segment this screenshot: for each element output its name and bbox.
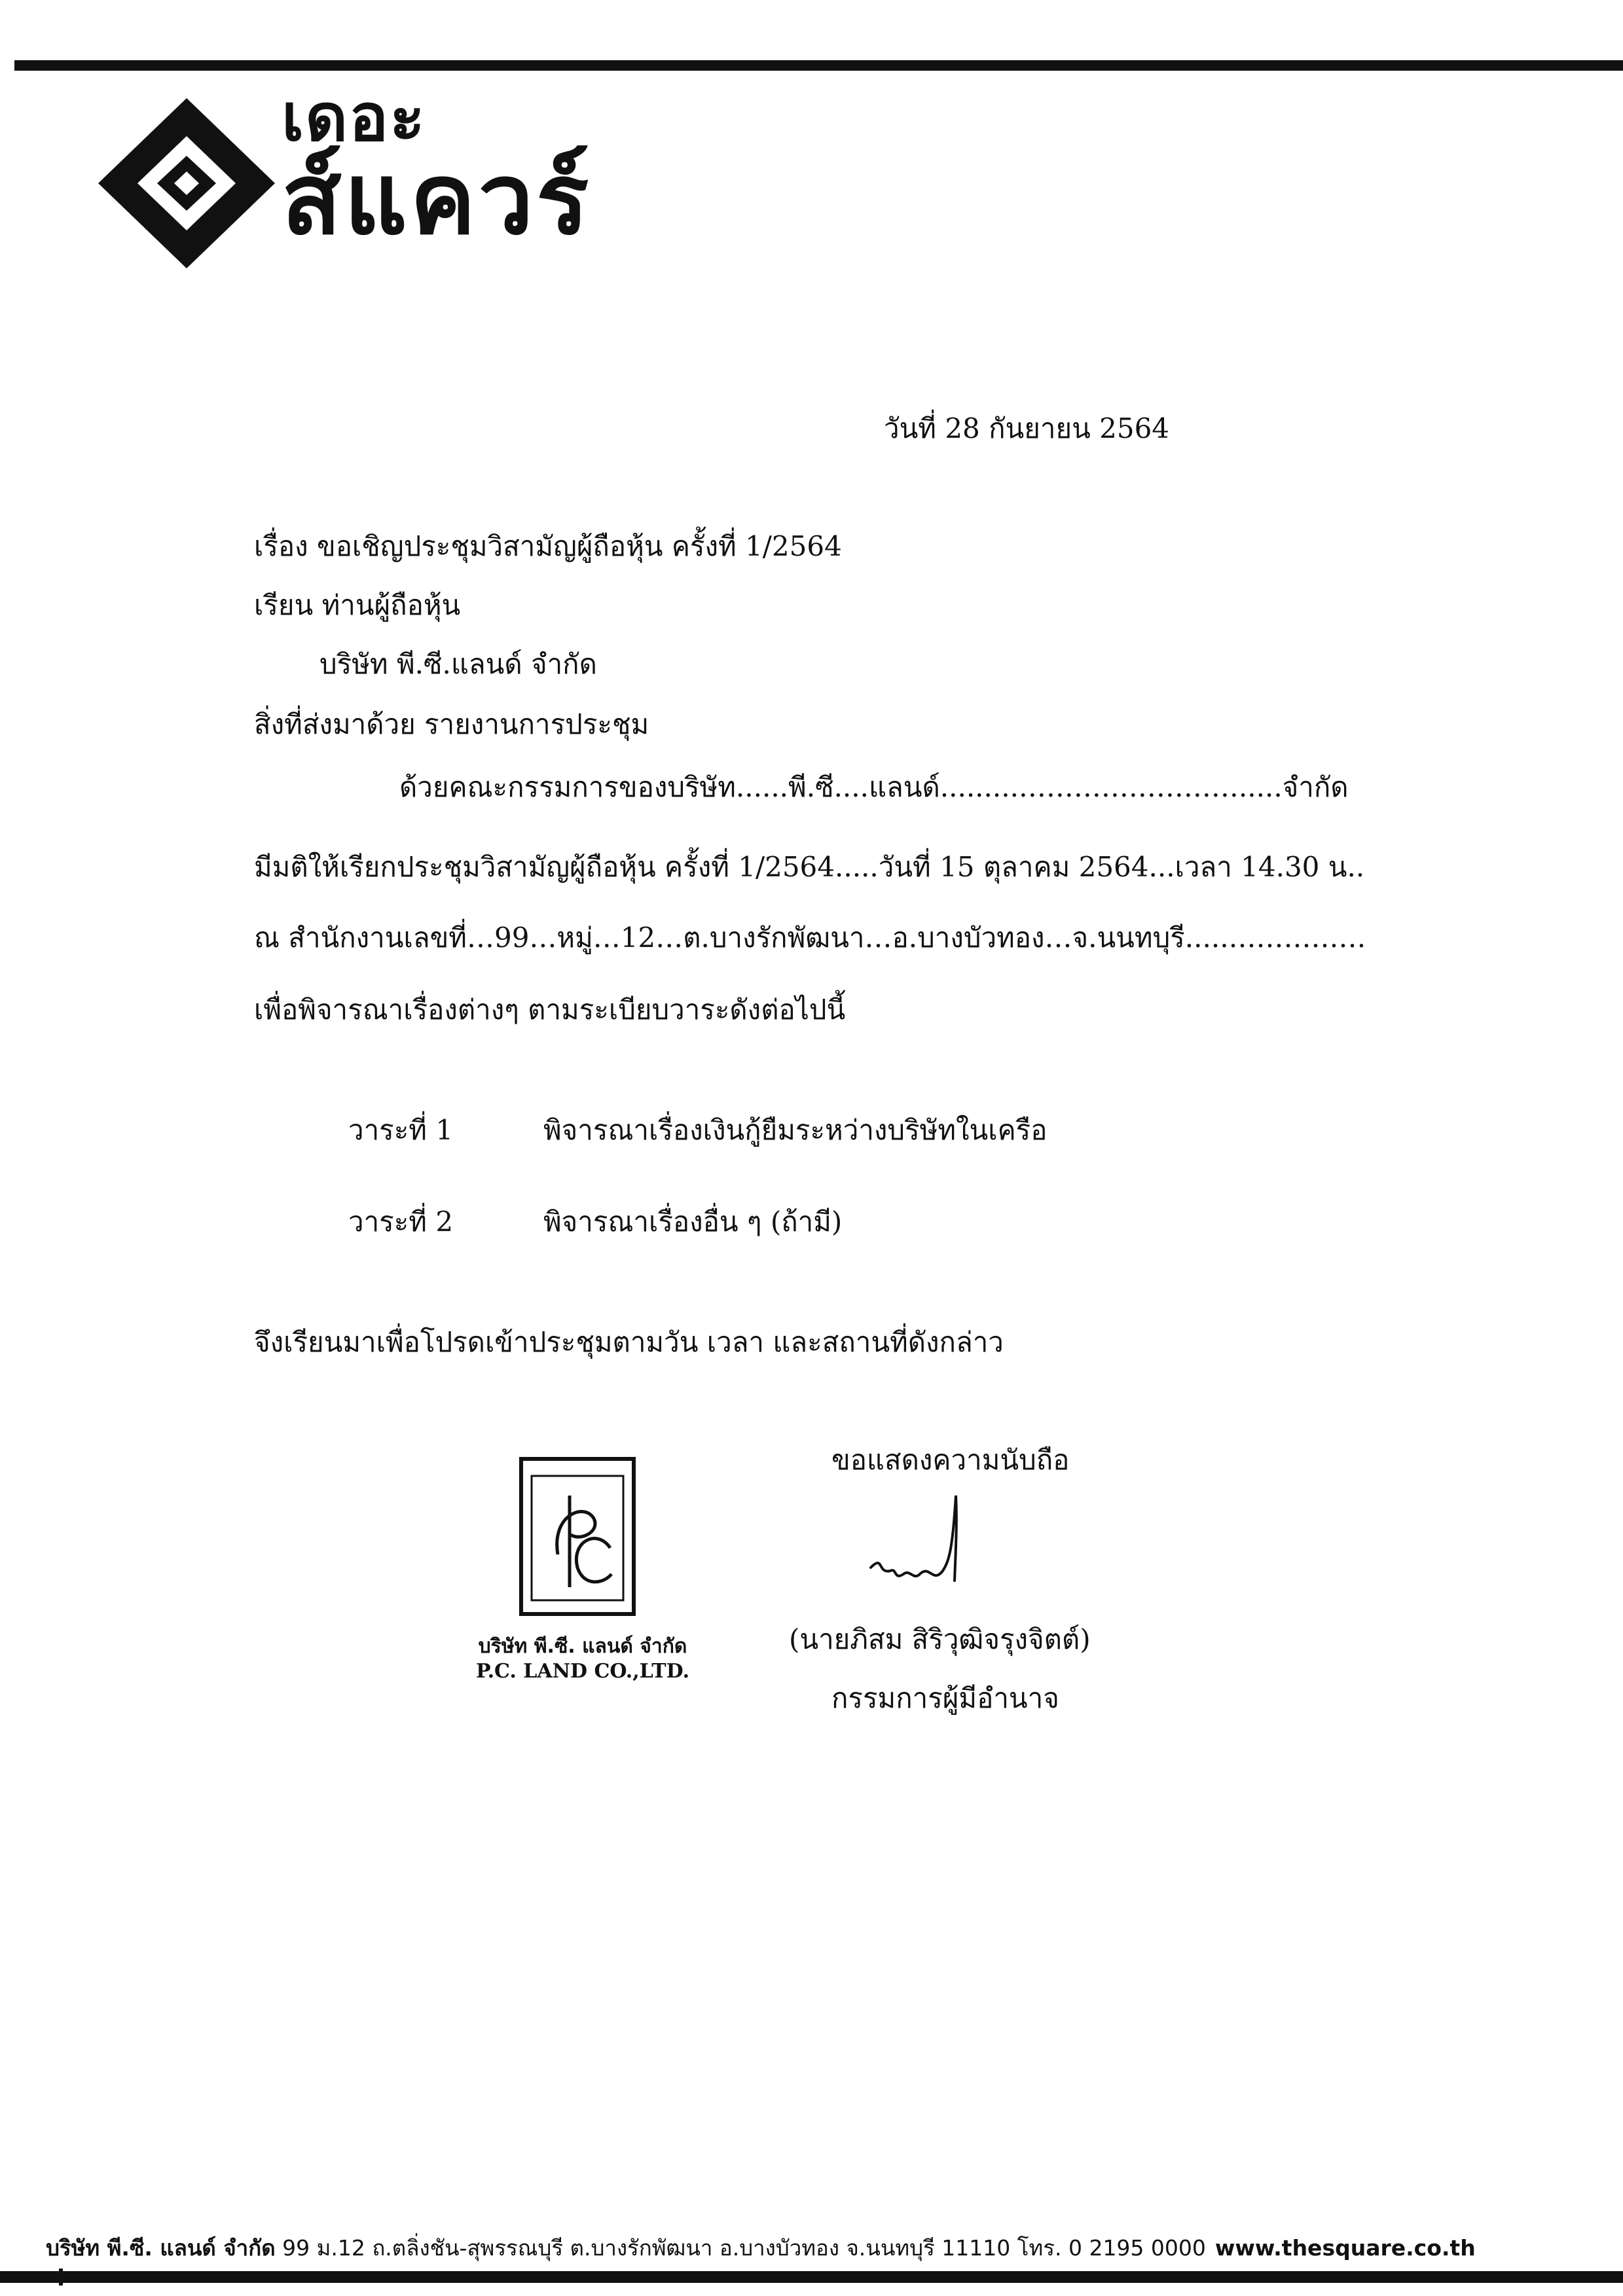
body-line-2: มีมติให้เรียกประชุมวิสามัญผู้ถือหุ้น ครั้งที่ 1/2564.....วันที่ 15 ตุลาคม 2564...เวลา 14.30 น.. — [254, 851, 1365, 883]
logo-text-line2: ส์แควร์ — [282, 143, 592, 257]
agenda-item-2-number: วาระที่ 2 — [348, 1206, 454, 1238]
letter-date: วันที่ 28 กันยายน 2564 — [884, 412, 1170, 444]
logo-text-line1: เดอะ — [282, 79, 426, 156]
bottom-rule-tick — [59, 2269, 63, 2286]
signer-name: (นายภิสม สิริวุฒิจรุงจิตต์) — [789, 1623, 1091, 1655]
signer-position: กรรมการผู้มีอำนาจ — [831, 1682, 1059, 1714]
recipient-company: บริษัท พี.ซี.แลนด์ จำกัด — [319, 648, 597, 680]
company-logo — [98, 79, 701, 268]
agenda-item-1-text: พิจารณาเรื่องเงินกู้ยืมระหว่างบริษัทในเครือ — [543, 1114, 1048, 1146]
company-seal-icon — [519, 1456, 636, 1617]
diamond-logo-icon — [98, 98, 275, 268]
footer-website: www.thesquare.co.th — [1214, 2235, 1476, 2261]
body-line-4: เพื่อพิจารณาเรื่องต่างๆ ตามระเบียบวาระดังต่อไปนี้ — [254, 994, 846, 1026]
bottom-rule — [0, 2271, 1623, 2283]
seal-company-name-english: P.C. LAND CO.,LTD. — [475, 1660, 690, 1683]
letter-subject: เรื่อง ขอเชิญประชุมวิสามัญผู้ถือหุ้น ครั้งที่ 1/2564 — [254, 530, 842, 562]
agenda-item-2-text: พิจารณาเรื่องอื่น ๆ (ถ้ามี) — [543, 1206, 843, 1238]
regards-text: ขอแสดงความนับถือ — [831, 1444, 1070, 1476]
body-line-1: ด้วยคณะกรรมการของบริษัท......พี.ซี....แลนด์.........…………………….....จำกัด — [399, 771, 1349, 803]
letter-recipient: เรียน ท่านผู้ถือหุ้น — [254, 589, 461, 621]
handwritten-signature-icon — [858, 1482, 989, 1600]
footer-address-text: 99 ม.12 ถ.ตลิ่งชัน-สุพรรณบุรี ต.บางรักพัฒนา อ.บางบัวทอง จ.นนทบุรี 11110 โทร. 0 2195 0000 — [275, 2235, 1206, 2261]
footer-company: บริษัท พี.ซี. แลนด์ จำกัด — [46, 2235, 276, 2261]
seal-company-name-thai: บริษัท พี.ซี. แลนด์ จำกัด — [478, 1635, 687, 1658]
agenda-item-1-number: วาระที่ 1 — [348, 1114, 454, 1146]
letter-enclosure: สิ่งที่ส่งมาด้วย รายงานการประชุม — [254, 708, 649, 740]
footer-address — [46, 2231, 1476, 2265]
top-rule — [14, 60, 1623, 71]
closing-sentence: จึงเรียนมาเพื่อโปรดเข้าประชุมตามวัน เวลา และสถานที่ดังกล่าว — [254, 1326, 1004, 1358]
body-line-3: ณ สำนักงานเลขที่…99…หมู่…12…ต.บางรักพัฒนา…อ.บางบัวทอง…จ.นนทบุรี.....…………… — [254, 922, 1366, 954]
